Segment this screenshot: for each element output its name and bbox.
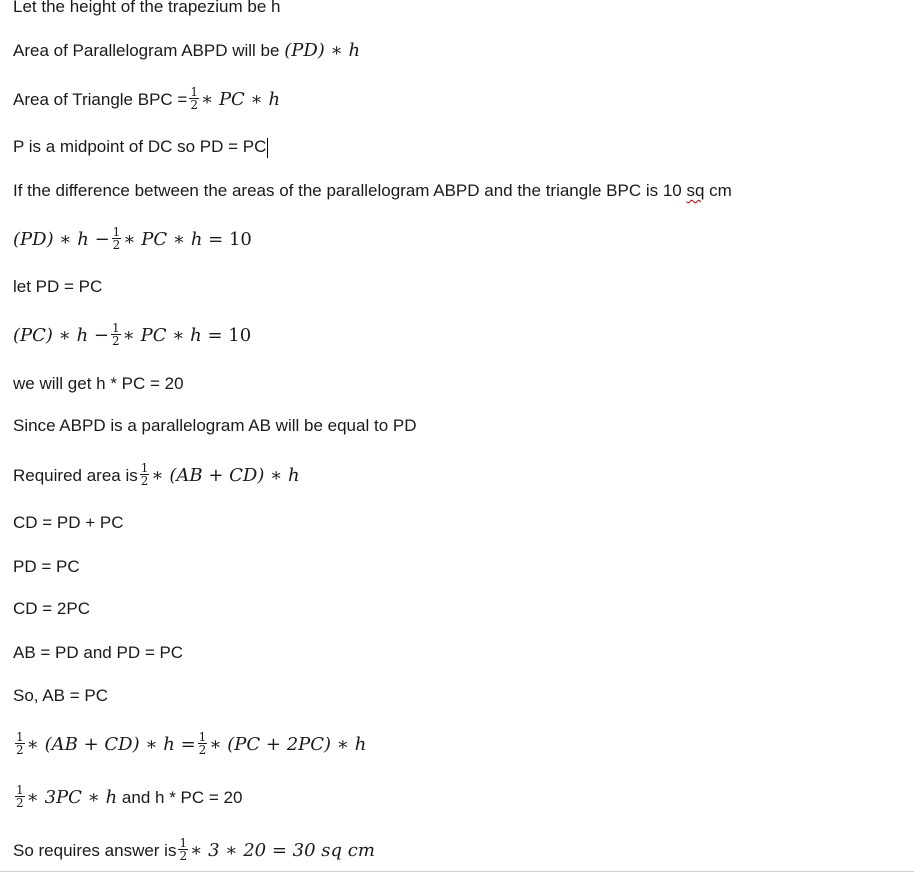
math: ∗ (AB + CD) ∗ h (151, 464, 300, 486)
math: ∗ (AB + CD) ∗ h = (26, 733, 196, 755)
math: (PD) ∗ h − (13, 228, 110, 250)
line-cd-2pc: CD = 2PC (13, 599, 90, 618)
page-bottom-divider (0, 871, 914, 872)
line-ab-pd: AB = PD and PD = PC (13, 643, 184, 662)
fraction-half: $\frac{1}{2}$ (179, 836, 188, 863)
fraction-half: $\frac{1}{2}$ (190, 85, 198, 112)
line-triangle-area (13, 85, 281, 113)
fraction-half: $\frac{1}{2}$ (140, 461, 149, 488)
text-tail: cm (704, 181, 732, 200)
fraction-half: $\frac{1}{2}$ (112, 225, 121, 252)
fraction-half: $\frac{1}{2}$ (16, 730, 24, 757)
line-height-definition: Let the height of the trapezium be h (13, 0, 281, 16)
line-pd-pc: PD = PC (13, 557, 80, 576)
math-unit: sq cm (321, 839, 375, 861)
spellcheck-word[interactable]: sq (686, 181, 705, 200)
math: ∗ PC ∗ h = (123, 228, 229, 250)
line-equation-3 (13, 730, 367, 758)
fraction-half: $\frac{1}{2}$ (112, 321, 120, 348)
math: ∗ PC ∗ h (200, 88, 281, 110)
text: Required area is (13, 465, 138, 485)
math: (PC) ∗ h − (13, 324, 110, 346)
math-number: 10 (228, 228, 252, 250)
math: (PD) ∗ h (284, 40, 361, 61)
fraction-half: $\frac{1}{2}$ (16, 783, 24, 810)
text: P is a midpoint of DC so PD = PC (13, 137, 267, 156)
text: So requires answer is (13, 840, 177, 860)
line-ab-pc: So, AB = PC (13, 686, 108, 705)
math: ∗ (PC + 2PC) ∗ h (209, 733, 367, 755)
line-equation-2 (13, 321, 252, 349)
math: ∗ 3 ∗ 20 = 30 (190, 839, 322, 861)
text: If the difference between the areas of the parallelogram ABPD and the triangle BPC is 10 (13, 181, 687, 200)
math: ∗ PC ∗ h = (122, 324, 229, 346)
line-equation-4 (13, 783, 243, 811)
line-result-h-pc: we will get h * PC = 20 (13, 374, 184, 393)
line-difference-statement (13, 180, 732, 202)
line-equation-1 (13, 225, 252, 253)
fraction-half: $\frac{1}{2}$ (198, 730, 207, 757)
line-final-answer (13, 836, 375, 864)
math-number: 10 (228, 324, 252, 346)
line-cd-sum: CD = PD + PC (13, 513, 124, 532)
line-midpoint[interactable] (13, 136, 268, 158)
line-parallelogram-area (13, 40, 360, 62)
math: ∗ 3PC ∗ h (26, 786, 118, 808)
line-parallelogram-property: Since ABPD is a parallelogram AB will be equal to PD (13, 416, 417, 435)
text: Area of Parallelogram ABPD will be (13, 41, 285, 60)
line-required-area (13, 461, 300, 489)
line-let-pd-pc: let PD = PC (13, 277, 103, 296)
text: and h * PC = 20 (117, 787, 243, 807)
text: Area of Triangle BPC = (13, 89, 188, 109)
text-cursor (267, 138, 268, 158)
